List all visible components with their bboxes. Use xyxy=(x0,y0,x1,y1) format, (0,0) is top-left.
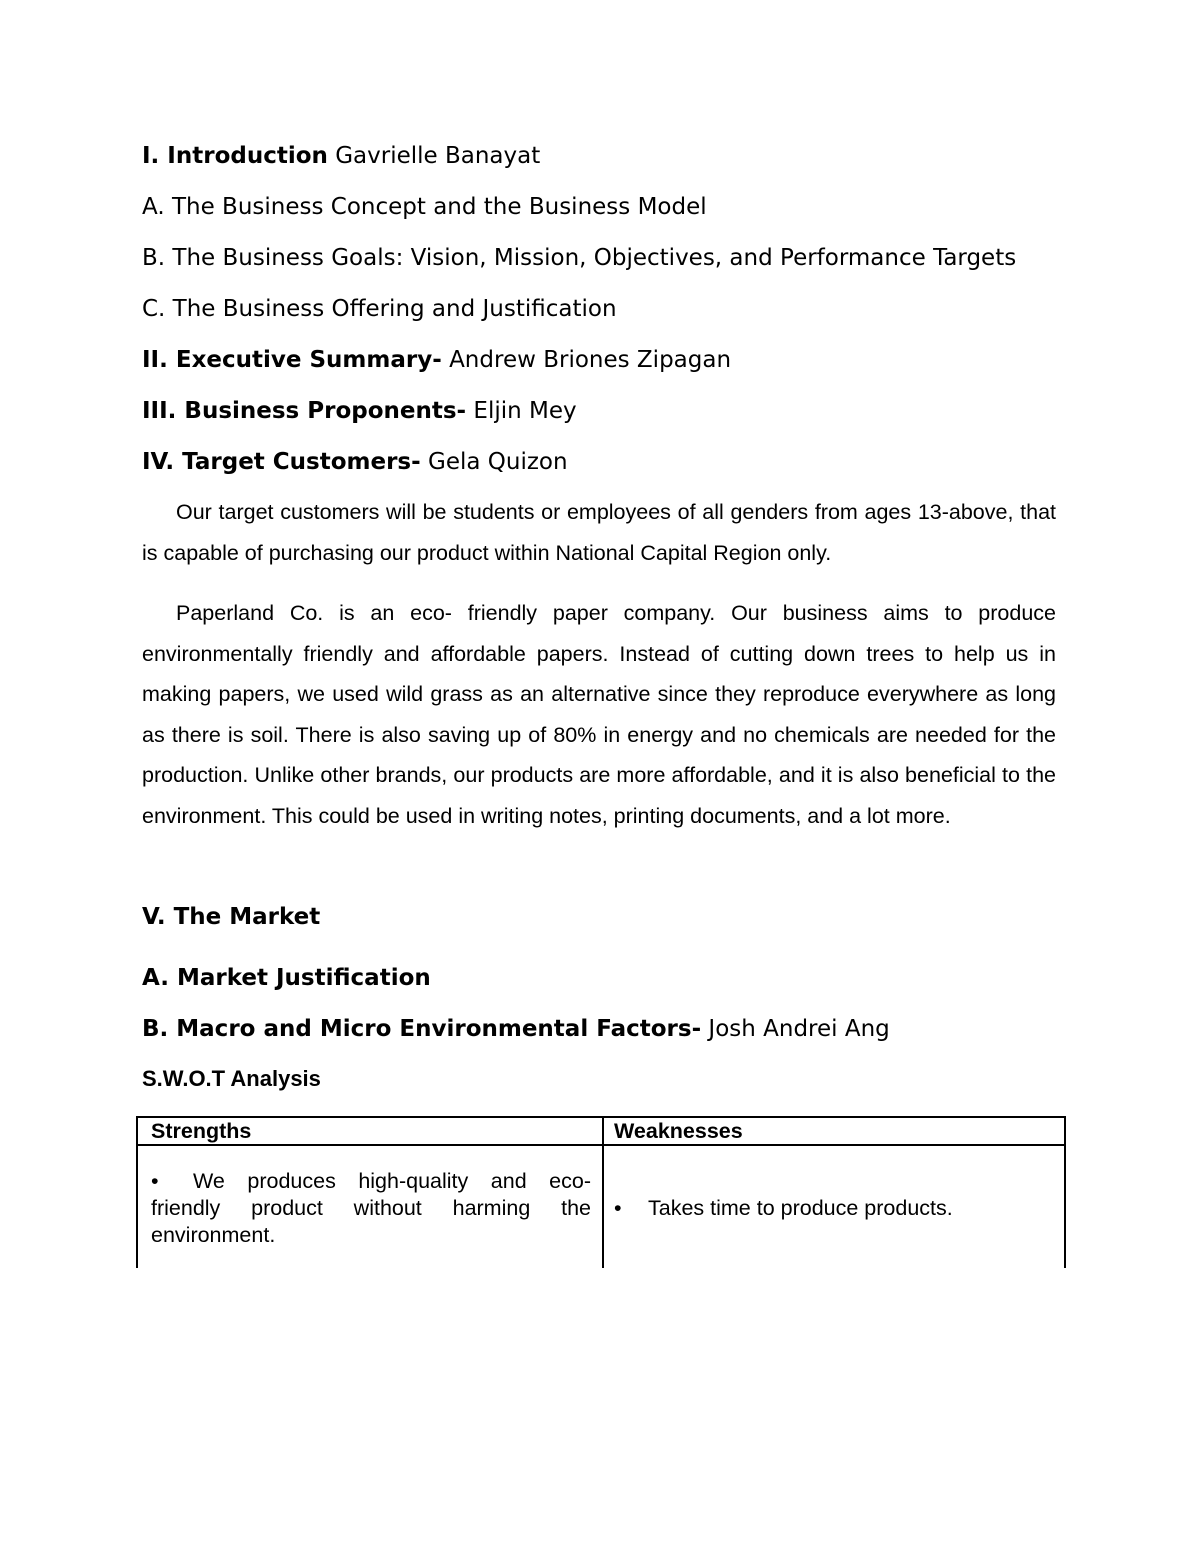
strength-item: We produces high-quality and eco-friendly product without harming the environment. xyxy=(151,1169,591,1247)
heading-target-customers xyxy=(142,448,568,476)
weakness-item: Takes time to produce products. xyxy=(648,1196,953,1220)
subheading-business-offering: C. The Business Offering and Justification xyxy=(142,296,617,322)
table-border-left xyxy=(136,1116,138,1268)
author-name: Gela Quizon xyxy=(420,449,568,475)
heading-the-market xyxy=(142,903,320,931)
company-description-paragraph: Paperland Co. is an eco- friendly paper company. Our business aims to produce environmentally friendly and affordable papers. Instead of cutting down trees to help us in making papers, we used wild grass as an alternative since they reproduce everywhere as long as there is soil. There is also saving up of 80% in energy and no chemicals are needed for the production. Unlike other brands, our products are more affordable, and it is also beneficial to the environment. This could be used in writing notes, printing documents, and a lot more. xyxy=(142,601,1056,828)
table-header-divider xyxy=(136,1144,1066,1146)
header-weaknesses: Weaknesses xyxy=(614,1119,743,1143)
bullet-icon: • xyxy=(614,1196,622,1220)
heading-label: IV. Target Customers- xyxy=(142,449,421,475)
target-customers-paragraph: Our target customers will be students or employees of all genders from ages 13-above, that is capable of purchasing our product within National Capital Region only. xyxy=(142,500,1056,565)
header-strengths: Strengths xyxy=(151,1119,252,1143)
subheading-business-concept: A. The Business Concept and the Business Model xyxy=(142,194,707,220)
heading-label: III. Business Proponents- xyxy=(142,398,467,424)
strengths-cell xyxy=(151,1168,591,1249)
table-border-top xyxy=(136,1116,1066,1118)
heading-market-justification xyxy=(142,964,431,992)
heading-label: II. Executive Summary- xyxy=(142,347,442,373)
heading-introduction xyxy=(142,142,540,170)
heading-label: V. The Market xyxy=(142,904,321,930)
subheading-business-goals: B. The Business Goals: Vision, Mission, Objectives, and Performance Targets xyxy=(142,245,1017,271)
bullet-icon: • xyxy=(151,1169,159,1193)
heading-macro-micro-factors xyxy=(142,1015,890,1043)
author-name: Josh Andrei Ang xyxy=(701,1016,890,1042)
heading-label: B. Macro and Micro Environmental Factors- xyxy=(142,1016,702,1042)
swot-table xyxy=(136,1116,1066,1268)
heading-executive-summary xyxy=(142,346,731,374)
weaknesses-cell xyxy=(614,1195,1054,1222)
swot-title: S.W.O.T Analysis xyxy=(142,1066,321,1091)
table-column-divider xyxy=(602,1116,604,1268)
author-name: Andrew Briones Zipagan xyxy=(441,347,732,373)
author-name: Eljin Mey xyxy=(466,398,577,424)
heading-label: A. Market Justification xyxy=(142,965,431,991)
author-name: Gavrielle Banayat xyxy=(327,143,541,169)
table-border-right xyxy=(1064,1116,1066,1268)
heading-label: I. Introduction xyxy=(142,143,328,169)
heading-business-proponents xyxy=(142,397,577,425)
